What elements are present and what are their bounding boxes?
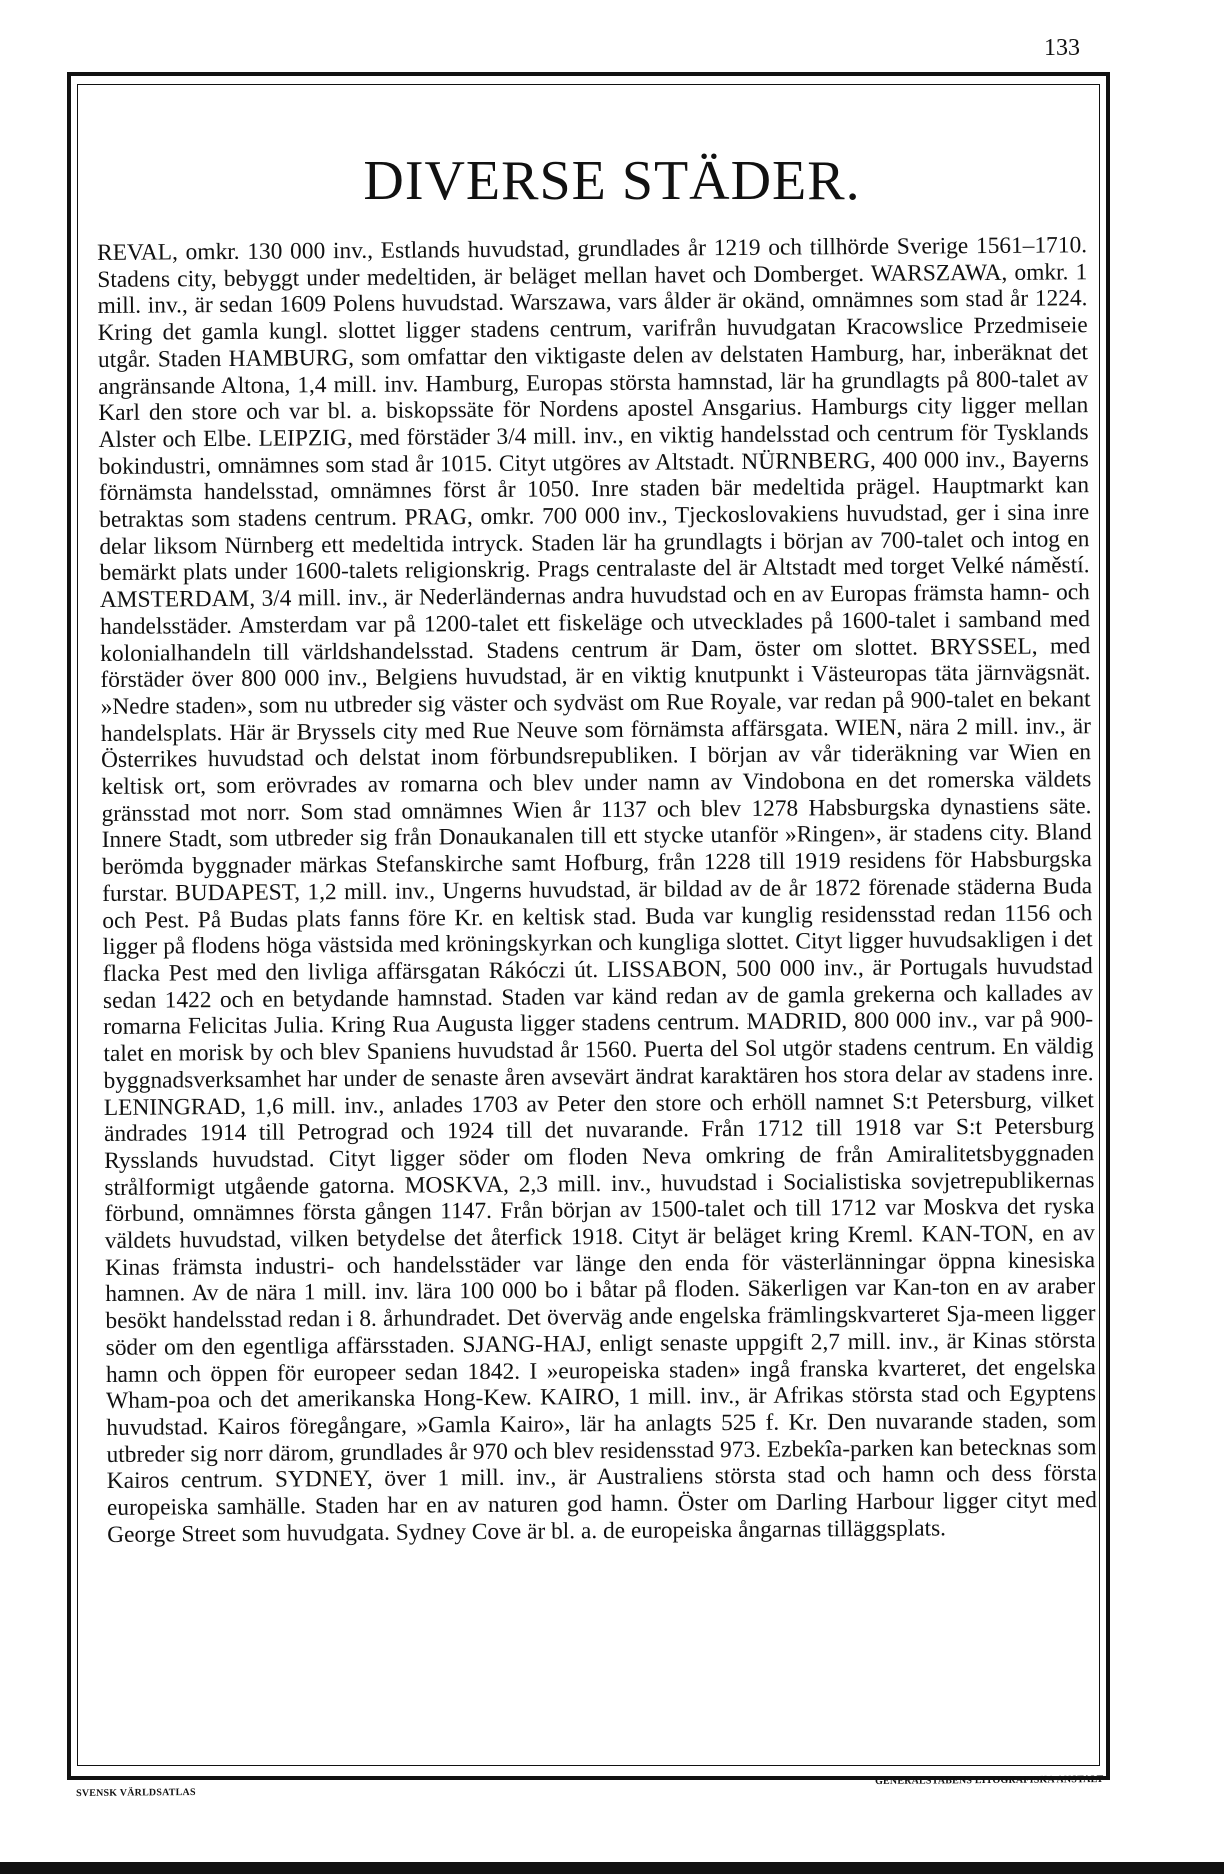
footer-publisher: GENERALSTABENS LITOGRAFISKA ANSTALT — [874, 1774, 1104, 1787]
footer-publication: SVENSK VÄRLDSATLAS — [76, 1786, 196, 1799]
body-text: REVAL, omkr. 130 000 inv., Estlands huvudstad, grundlades år 1219 och tillhörde Sverige 1561–1710. Stadens city, bebyggt under medeltiden, är beläget mellan havet och Domberget. WARSZAWA, omkr. 1 mill. inv., är sedan 1609 Polens huvudstad. Warszawa, vars ålder är okänd, omnämnes som stad år 1224. Kring det gamla kungl. slottet ligger stadens centrum, varifrån huvudgatan Kracowslice Przedmiseie utgår. Staden HAMBURG, som omfattar den viktigaste delen av delstaten Hamburg, har, inberäknat det angränsande Altona, 1,4 mill. inv. Hamburg, Europas största hamnstad, lär ha grundlagts på 800-talet av Karl den store och var bl. a. biskopssäte för Nordens apostel Ansgarius. Hamburgs city ligger mellan Alster och Elbe. LEIPZIG, med förstäder 3/4 mill. inv., en viktig handelsstad och centrum för Tysklands bokindustri, omnämnes som stad år 1015. Cityt utgöres av Altstadt. NÜRNBERG, 400 000 inv., Bayerns förnämsta handelsstad, omnämnes först år 1050. Inre staden bär medeltida prägel. Hauptmarkt kan betraktas som stadens centrum. PRAG, omkr. 700 000 inv., Tjeckoslovakiens huvudstad, ger i sina inre delar liksom Nürnberg ett medeltida intryck. Staden lär ha grundlagts i början av 700-talet och intog en bemärkt plats under 1600-talets religionskrig. Prags centralaste del är Altstadt med torget Velké náměstí. AMSTERDAM, 3/4 mill. inv., är Nederländernas andra huvudstad och en av Europas främsta hamn- och handelsstäder. Amsterdam var på 1200-talet ett fiskeläge och utvecklades på 1600-talet i samband med kolonialhandeln till världshandelsstad. Stadens centrum är Dam, öster om slottet. BRYSSEL, med förstäder över 800 000 inv., Belgiens huvudstad, är en viktig knutpunkt i Västeuropas täta järnvägsnät. »Nedre staden», som nu utbreder sig väster och sydväst om Rue Royale, var redan på 900-talet en bekant handelsplats. Här är Bryssels city med Rue Neuve som förnämsta affärsgata. WIEN, nära 2 mill. inv., är Österrikes huvudstad och delstat inom förbundsrepubliken. I början av vår tideräkning var Wien en keltisk ort, som erövrades av romarna och blev under namn av Vindobona en det romerska väldets gränsstad mot norr. Som stad omnämnes Wien år 1137 och blev 1278 Habsburgska dynastiens säte. Innere Stadt, som utbreder sig från Donaukanalen till ett stycke utanför »Ringen», är stadens city. Bland berömda byggnader märkas Stefanskirche samt Hofburg, från 1228 till 1919 residens för Habsburgska furstar. BUDAPEST, 1,2 mill. inv., Ungerns huvudstad, är bildad av de år 1872 förenade städerna Buda och Pest. På Budas plats fanns före Kr. en keltisk stad. Buda var kunglig residensstad redan 1156 och ligger på flodens höga västsida med kröningskyrkan och kungliga slottet. Cityt ligger huvudsakligen i det flacka Pest med den livliga affärsgatan Rákóczi út. LISSABON, 500 000 inv., är Portugals huvudstad sedan 1422 och en betydande hamnstad. Staden var känd redan av de gamla grekerna och kallades av romarna Felicitas Julia. Kring Rua Augusta ligger stadens centrum. MADRID, 800 000 inv., var på 900-talet en morisk by och blev Spaniens huvudstad år 1560. Puerta del Sol utgör stadens centrum. En väldig byggnadsverksamhet har under de senaste åren avsevärt ändrat karaktären hos stora delar av stadens inre. LENINGRAD, 1,6 mill. inv., anlades 1703 av Peter den store och erhöll namnet S:t Petersburg, vilket ändrades 1914 till Petrograd och 1924 till det nuvarande. Från 1712 till 1918 var S:t Petersburg Rysslands huvudstad. Cityt ligger söder om floden Neva omkring de från Amiralitetsbyggnaden strålformigt utgående gatorna. MOSKVA, 2,3 mill. inv., huvudstad i Socialistiska sovjetrepublikernas förbund, omnämnes första gången 1147. Från början av 1500-talet och till 1712 var Moskva det ryska väldets huvudstad, vilken betydelse det återfick 1918. Cityt är beläget kring Kreml. KAN-TON, en av Kinas främsta industri- och handelsstäder var länge den enda för västerlänningar öppna kinesiska hamnen. Av de nära 1 mill. inv. lära 100 000 bo i båtar på floden. Säkerligen var Kan-ton en av araber besökt handelsstad redan i 8. århundradet. Det överväg ande engelska främlingskvarteret Sja-meen ligger söder om den egentliga affärsstaden. SJANG-HAJ, enligt senaste uppgift 2,7 mill. inv., är Kinas största hamn och öppen för europeer sedan 1842. I »europeiska staden» ingå franska kvarteret, det engelska Wham-poa och det amerikanska Hong-Kew. KAIRO, 1 mill. inv., är Afrikas största stad och Egyptens huvudstad. Kairos föregångare, »Gamla Kairo», lär ha anlagts 525 f. Kr. Den nuvarande staden, som utbreder sig norr därom, grundlades år 970 och blev residensstad 973. Ezbekîa-parken kan betecknas som Kairos centrum. SYDNEY, över 1 mill. inv., är Australiens största stad och hamn och dess första europeiska samhälle. Staden har en av naturen god hamn. Öster om Darling Harbour ligger cityt med George Street som huvudgata. Sydney Cove är bl. a. de europeiska ångarnas tilläggsplats. — [97, 232, 1098, 1548]
page-number: 133 — [1044, 35, 1080, 61]
scan-edge-bar — [0, 1862, 1224, 1874]
page-title: DIVERSE STÄDER. — [363, 150, 861, 212]
